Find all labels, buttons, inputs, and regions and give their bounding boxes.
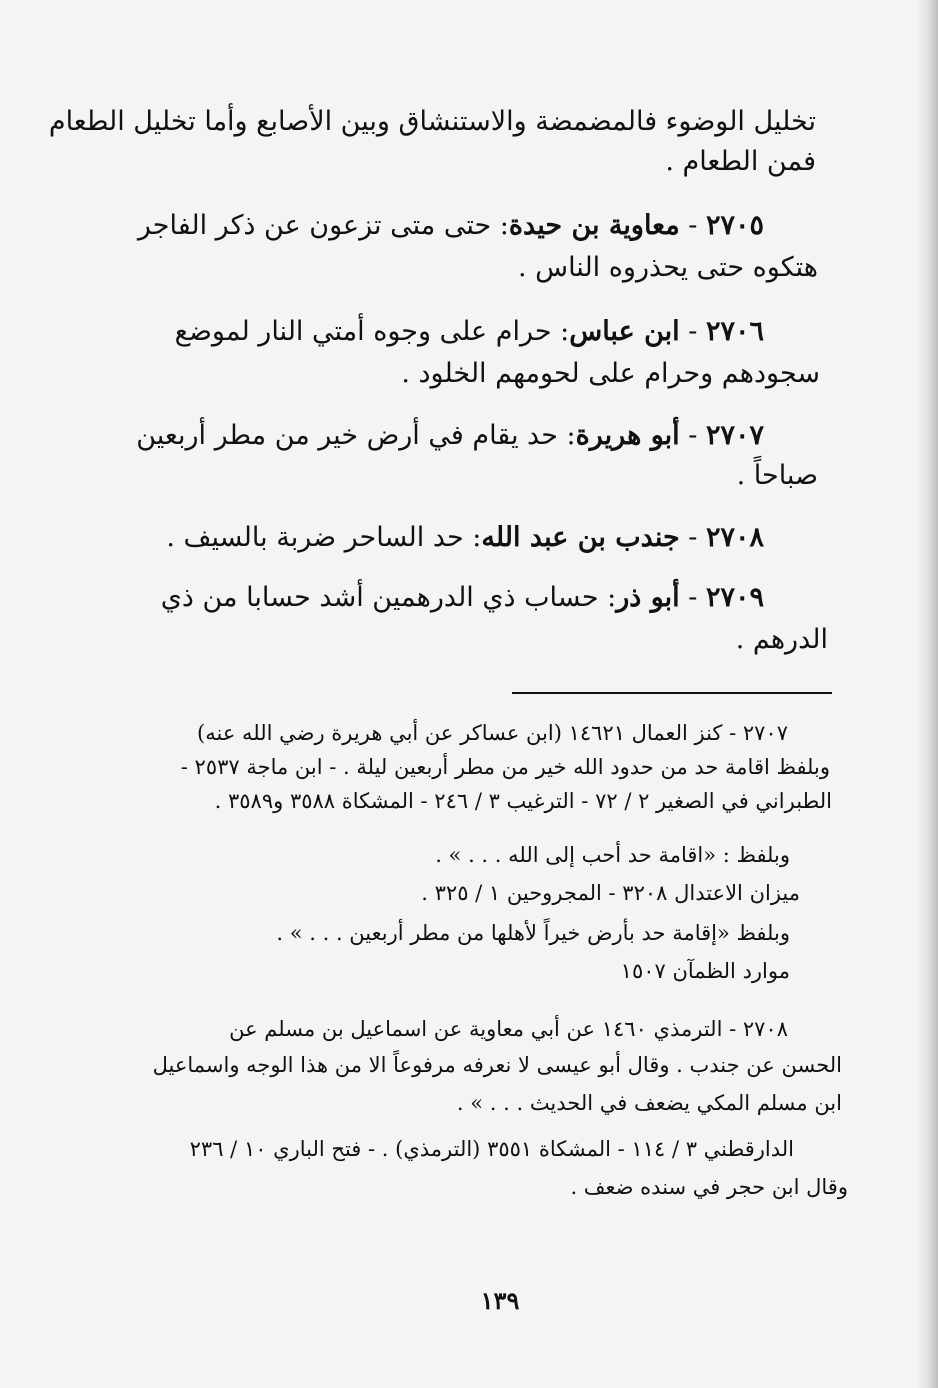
footnote-line: وبلفظ : «اقامة حد أحب إلى الله . . . » .: [435, 843, 790, 867]
footnote-line: ٢٧٠٨ - الترمذي ١٤٦٠ عن أبي معاوية عن اسماعيل بن مسلم عن: [229, 1017, 788, 1041]
entry-text: : حد الساحر ضربة بالسيف .: [166, 522, 482, 553]
entry-narrator: أبو هريرة: [575, 420, 680, 451]
paragraph-line: فمن الطعام .: [665, 146, 816, 177]
entry-number: ٢٧٠٨: [705, 522, 764, 553]
entry-text-continued: هتكوه حتى يحذروه الناس .: [517, 252, 818, 283]
entry-2707: ٢٧٠٧ - أبو هريرة: حد يقام في أرض خير من مطر أربعين: [136, 420, 764, 451]
footnote-line: ميزان الاعتدال ٣٢٠٨ - المجروحين ١ / ٣٢٥ .: [421, 881, 800, 905]
entry-2705: ٢٧٠٥ - معاوية بن حيدة: حتى متى تزعون عن ذكر الفاجر: [137, 210, 764, 241]
entry-text: : حتى متى تزعون عن ذكر الفاجر: [137, 210, 509, 241]
footnote-separator: [512, 692, 832, 694]
entry-text-continued: سجودهم وحرام على لحومهم الخلود .: [401, 358, 820, 389]
entry-2709: ٢٧٠٩ - أبو ذر: حساب ذي الدرهمين أشد حسابا من ذي: [160, 582, 764, 613]
page-number: ١٣٩: [480, 1286, 520, 1315]
footnote-line: الطبراني في الصغير ٢ / ٧٢ - الترغيب ٣ / ٢٤٦ - المشكاة ٣٥٨٨ و٣٥٨٩ .: [214, 789, 832, 813]
page-edge-shadow: [916, 0, 938, 1388]
entry-text: : حرام على وجوه أمتي النار لموضع: [174, 316, 570, 347]
entry-text: : حساب ذي الدرهمين أشد حسابا من ذي: [160, 582, 617, 613]
entry-narrator: جندب بن عبد الله: [481, 522, 680, 553]
footnote-line: وبلفظ اقامة حد من حدود الله خير من مطر أربعين ليلة . - ابن ماجة ٢٥٣٧ -: [180, 755, 830, 779]
entry-narrator: أبو ذر: [616, 582, 680, 613]
entry-narrator: معاوية بن حيدة: [508, 210, 680, 241]
entry-2708: ٢٧٠٨ - جندب بن عبد الله: حد الساحر ضربة بالسيف .: [166, 522, 764, 553]
footnote-line: وبلفظ «إقامة حد بأرض خيراً لأهلها من مطر أربعين . . . » .: [276, 921, 790, 945]
entry-text: : حد يقام في أرض خير من مطر أربعين: [136, 420, 576, 451]
entry-text-continued: الدرهم .: [735, 624, 828, 655]
entry-2706: ٢٧٠٦ - ابن عباس: حرام على وجوه أمتي النار لموضع: [174, 316, 764, 347]
footnote-line: ٢٧٠٧ - كنز العمال ١٤٦٢١ (ابن عساكر عن أبي هريرة رضي الله عنه): [197, 721, 788, 745]
footnote-line: وقال ابن حجر في سنده ضعف .: [570, 1175, 848, 1199]
paragraph-line: تخليل الوضوء فالمضمضة والاستنشاق وبين الأصابع وأما تخليل الطعام: [48, 106, 816, 137]
entry-text-continued: صباحاً .: [736, 460, 818, 491]
footnote-line: موارد الظمآن ١٥٠٧: [620, 959, 790, 983]
entry-number: ٢٧٠٥: [705, 210, 764, 241]
entry-number: ٢٧٠٩: [705, 582, 764, 613]
footnote-line: الدارقطني ٣ / ١١٤ - المشكاة ٣٥٥١ (الترمذي) . - فتح الباري ١٠ / ٢٣٦: [189, 1137, 794, 1161]
entry-narrator: ابن عباس: [569, 316, 680, 347]
footnote-line: الحسن عن جندب . وقال أبو عيسى لا نعرفه مرفوعاً الا من هذا الوجه واسماعيل: [152, 1053, 842, 1077]
footnote-line: ابن مسلم المكي يضعف في الحديث . . . » .: [456, 1091, 842, 1115]
entry-number: ٢٧٠٦: [705, 316, 764, 347]
entry-number: ٢٧٠٧: [705, 420, 764, 451]
